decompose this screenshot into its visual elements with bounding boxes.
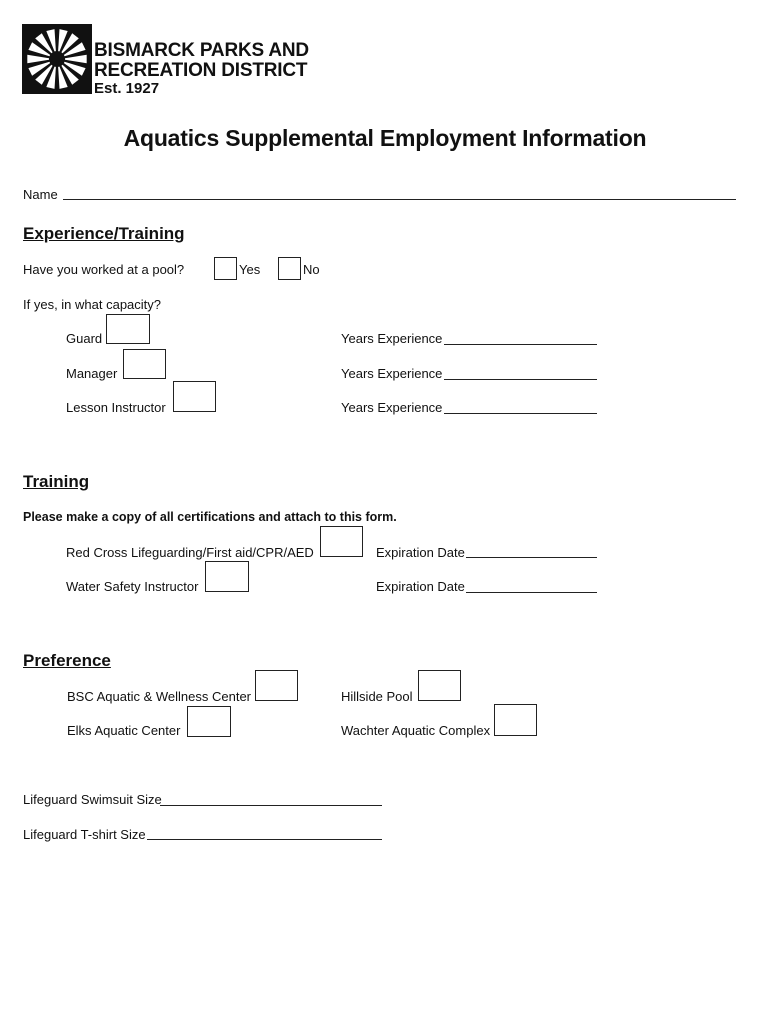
logo [22,24,92,94]
page-title: Aquatics Supplemental Employment Information [123,125,647,151]
expiration-field-wsi[interactable] [466,592,597,593]
years-field-manager[interactable] [444,379,597,380]
training-heading: Training [23,472,90,491]
bsc-checkbox[interactable] [255,670,298,701]
capacity-question: If yes, in what capacity? [23,297,162,312]
swimsuit-size-label: Lifeguard Swimsuit Size [23,792,162,807]
years-field-lesson-instructor[interactable] [444,413,597,414]
elks-checkbox[interactable] [187,706,231,737]
name-field[interactable] [63,199,736,200]
certification-note: Please make a copy of all certifications and attach to this form. [23,510,397,524]
expiration-label-wsi: Expiration Date [376,579,465,594]
swimsuit-size-field[interactable] [160,805,382,806]
no-label: No [303,262,320,277]
expiration-field-lifeguarding[interactable] [466,557,597,558]
org-est: Est. 1927 [94,80,160,97]
name-label: Name [23,187,58,202]
wachter-checkbox[interactable] [494,704,537,736]
tshirt-size-field[interactable] [147,839,382,840]
years-label-guard: Years Experience [341,331,443,346]
no-checkbox[interactable] [278,257,301,280]
lesson-instructor-checkbox[interactable] [173,381,216,412]
years-label-manager: Years Experience [341,366,443,381]
cert-label-wsi: Water Safety Instructor [66,579,199,594]
yes-checkbox[interactable] [214,257,237,280]
pool-question: Have you worked at a pool? [23,262,185,277]
years-field-guard[interactable] [444,344,597,345]
location-label-bsc: BSC Aquatic & Wellness Center [67,689,252,704]
experience-heading: Experience/Training [23,224,185,243]
guard-checkbox[interactable] [106,314,150,344]
expiration-label-lifeguarding: Expiration Date [376,545,465,560]
org-name-line1: BISMARCK PARKS AND [94,40,309,61]
role-label-lesson-instructor: Lesson Instructor [66,400,166,415]
wsi-checkbox[interactable] [205,561,249,592]
sunburst-logo-icon [22,24,92,94]
location-label-hillside: Hillside Pool [341,689,413,704]
lifeguarding-checkbox[interactable] [320,526,363,557]
hillside-checkbox[interactable] [418,670,461,701]
org-name-line2: RECREATION DISTRICT [94,60,308,81]
preference-heading: Preference [23,651,111,670]
cert-label-lifeguarding: Red Cross Lifeguarding/First aid/CPR/AED [66,545,314,560]
yes-label: Yes [239,262,261,277]
location-label-elks: Elks Aquatic Center [67,723,181,738]
role-label-guard: Guard [66,331,103,346]
role-label-manager: Manager [66,366,118,381]
years-label-lesson-instructor: Years Experience [341,400,443,415]
tshirt-size-label: Lifeguard T-shirt Size [23,827,146,842]
manager-checkbox[interactable] [123,349,166,379]
location-label-wachter: Wachter Aquatic Complex [341,723,491,738]
